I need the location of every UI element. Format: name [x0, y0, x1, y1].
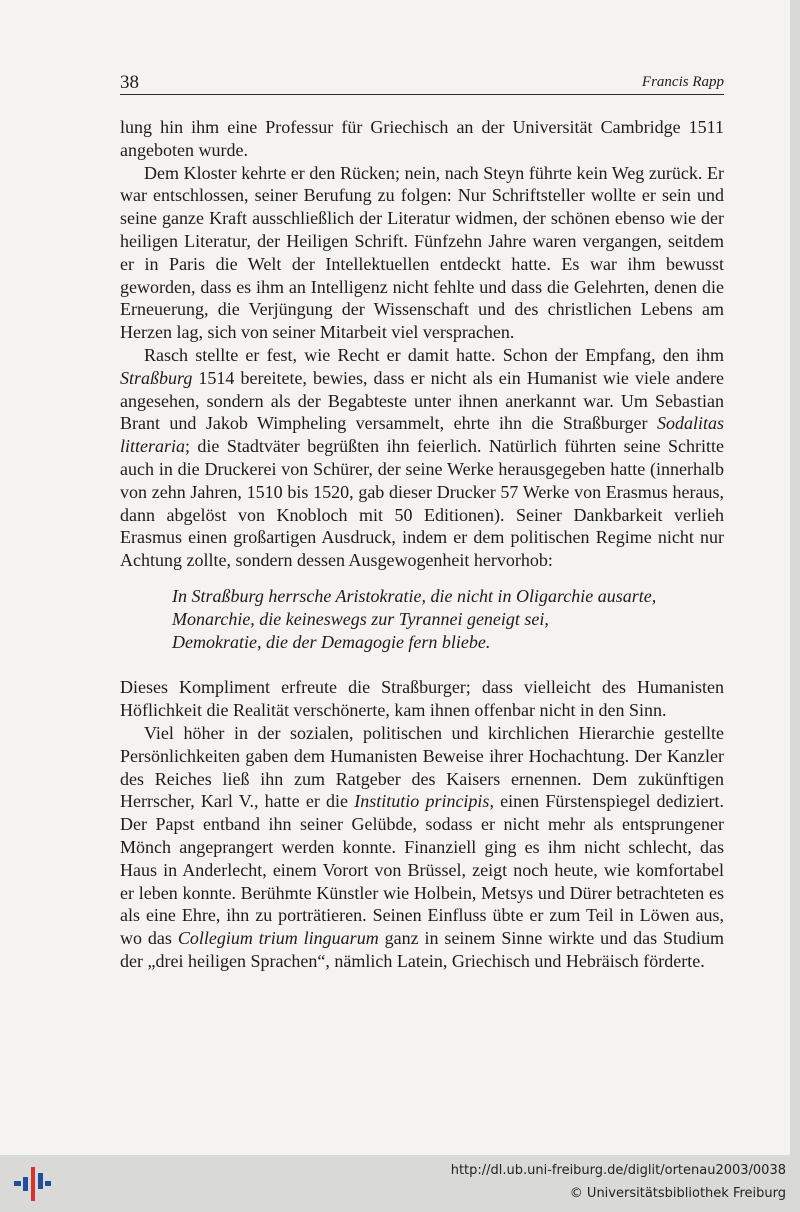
paragraph — [120, 722, 724, 973]
italic-text: Sodalitas litteraria — [120, 413, 724, 457]
ub-freiburg-logo-icon — [12, 1163, 52, 1203]
quote-line: Monarchie, die keineswegs zur Tyrannei geneigt sei, — [172, 608, 549, 629]
source-url-link[interactable]: http://dl.ub.uni-freiburg.de/diglit/ortenau2003/0038 — [450, 1163, 786, 1178]
italic-text: Institutio principis — [354, 791, 490, 812]
text-run: Viel höher in der sozialen, politischen und kirchlichen Hierarchie gestellte Persönlichkeiten gaben dem Humanisten Beweise ihrer Hochachtung. Der Kanzler des Reiches ließ ihn zum Ratgeber des Kaisers ernennen. Dem zukünftigen Herrscher, Karl V., hatte er die — [120, 722, 724, 812]
paragraph: Dem Kloster kehrte er den Rücken; nein, nach Steyn führte kein Weg zurück. Er war entschlossen, seiner Berufung zu folgen: Nur Schriftsteller wollte er sein und seine ganze Kraft ausschließlich der Literatur widmen, der schönen ebenso wie der heiligen Literatur, der Heiligen Schrift. Fünfzehn Jahre waren vergangen, seitdem er in Paris die Welt der Intellektuellen entdeckt hatte. Es war ihm bewusst geworden, dass es ihm an Intelligenz nicht fehlte und dass die Gelehrten, denen die Erneuerung, die Verjüngung der Wissenschaft und des christlichen Lebens am Herzen lag, sich von seiner Mitarbeit viel versprachen. — [120, 162, 724, 343]
text-run: , einen Fürstenspiegel dediziert. Der Papst entband ihn seiner Gelübde, sodass er nicht mehr als entsprungener Mönch angeprangert werden konnte. Finanziell ging es ihm nicht schlecht, das Haus in Anderlecht, einem Vorort von Brüssel, zeigt noch heute, wie komfortabel er leben konnte. Berühmte Künstler wie Holbein, Metsys und Dürer betrachteten es als eine Ehre, ihn zu porträtieren. Seinen Einfluss übte er zum Teil in Löwen aus, wo das — [120, 791, 724, 949]
italic-text: Collegium trium linguarum — [177, 928, 379, 949]
paragraph — [120, 344, 724, 572]
copyright-notice: © Universitätsbibliothek Freiburg — [569, 1186, 786, 1201]
quote-line: In Straßburg herrsche Aristokratie, die nicht in Oligarchie ausarte, — [172, 585, 657, 606]
page-number: 38 — [120, 72, 139, 93]
text-run: ; die Stadtväter begrüßten ihn feierlich. Natürlich führten seine Schritte auch in die Druckerei von Schürer, der seine Werke herausgegeben hatte (innerhalb von zehn Jahren, 1510 bis 1520, gab dieser Drucker 57 Werke von Erasmus heraus, dann abgelöst von Knobloch mit 50 Editionen). Seiner Dankbarkeit verlieh Erasmus einen großartigen Ausdruck, indem er dem politischen Regime nicht nur Achtung zollte, sondern dessen Ausgewogenheit hervorhob: — [120, 436, 724, 571]
text-run: Rasch stellte er fest, wie Recht er damit hatte. Schon der Empfang, den ihm — [144, 344, 724, 365]
paragraph: lung hin ihm eine Professur für Griechisch an der Universität Cambridge 1511 angeboten wurde. — [120, 117, 724, 160]
body-text — [120, 116, 724, 973]
footer-bar — [0, 1155, 800, 1212]
running-header — [120, 72, 724, 95]
text-run: ganz in seinem Sinne wirkte und das Studium der „drei heiligen Sprachen“, nämlich Latein, Griechisch und Hebräisch förderte. — [120, 928, 725, 971]
running-author: Francis Rapp — [641, 74, 724, 90]
text-run: 1514 bereitete, bewies, dass er nicht als ein Humanist wie viele andere angesehen, sondern als der Begabteste unter ihnen anerkannt war. Um Sebastian Brant und Jakob Wimpheling versammelt, ehrte ihn die Straßburger — [120, 367, 724, 434]
block-quote — [172, 585, 724, 653]
quote-line: Demokratie, die der Demagogie fern bliebe. — [172, 631, 491, 652]
paragraph: Dieses Kompliment erfreute die Straßburger; dass vielleicht des Humanisten Höflichkeit die Realität verschönerte, kam ihnen offenbar nicht in den Sinn. — [120, 677, 724, 721]
italic-text: Straßburg — [120, 367, 193, 388]
